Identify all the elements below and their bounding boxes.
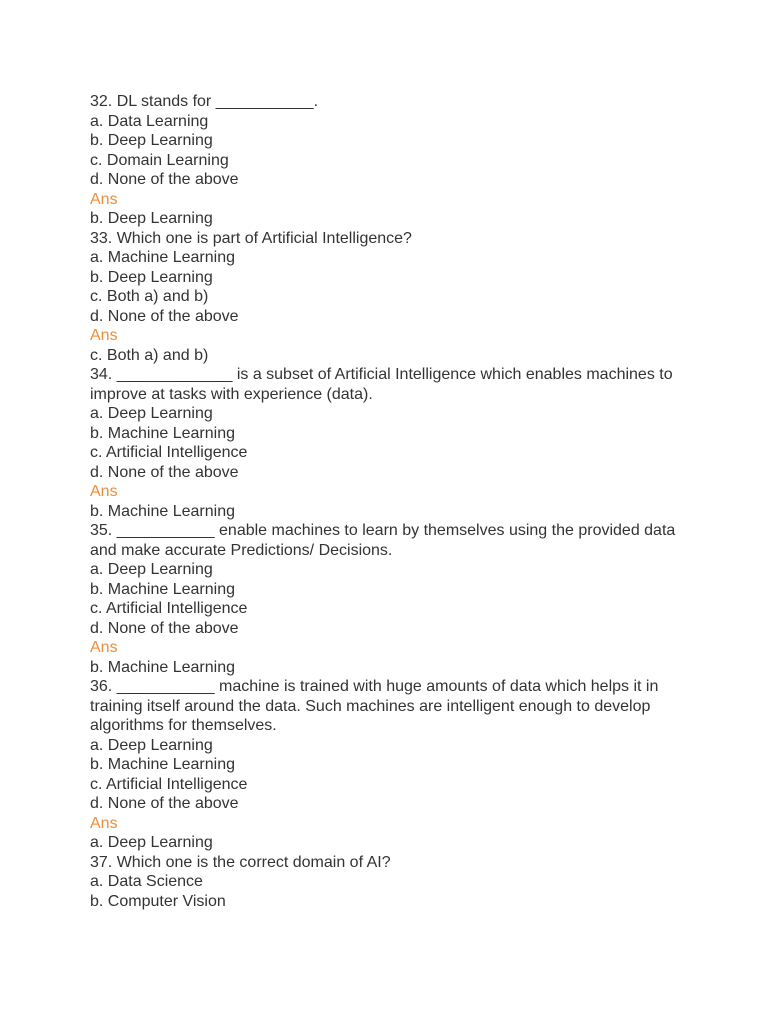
- option-a: a. Data Science: [90, 873, 203, 890]
- option-a: a. Machine Learning: [90, 249, 235, 266]
- question-34: [90, 365, 690, 521]
- option-d: d. None of the above: [90, 307, 239, 325]
- option-c: c. Domain Learning: [90, 151, 229, 169]
- option-d: d. None of the above: [90, 463, 239, 481]
- option-b: b. Deep Learning: [90, 268, 213, 286]
- question-33: [90, 229, 690, 366]
- question-text: 35. ___________ enable machines to learn by themselves using the provided data and make accurate Predictions/ Decisions.: [90, 522, 676, 559]
- question-text: 34. _____________ is a subset of Artificial Intelligence which enables machines to improve at tasks with experience (data).: [90, 366, 673, 403]
- option-c: c. Artificial Intelligence: [90, 600, 248, 617]
- answer-text: c. Both a) and b): [90, 346, 209, 364]
- option-d: d. None of the above: [90, 795, 239, 812]
- question-text: 33. Which one is part of Artificial Intelligence?: [90, 229, 412, 247]
- answer-label: Ans: [90, 327, 118, 344]
- option-c: c. Artificial Intelligence: [90, 444, 248, 461]
- question-36: [90, 677, 690, 853]
- option-b: b. Computer Vision: [90, 892, 226, 910]
- answer-text: b. Deep Learning: [90, 210, 213, 227]
- answer-text: a. Deep Learning: [90, 834, 213, 851]
- answer-label: Ans: [90, 190, 118, 208]
- option-c: c. Both a) and b): [90, 288, 209, 305]
- option-d: d. None of the above: [90, 171, 239, 188]
- document-page: [90, 92, 690, 911]
- answer-label: Ans: [90, 483, 118, 500]
- question-text: 36. ___________ machine is trained with huge amounts of data which helps it in training itself around the data. Such machines are intelligent enough to develop algorithms for themselves.: [90, 678, 659, 734]
- question-32: [90, 92, 690, 229]
- option-a: a. Data Learning: [90, 112, 209, 130]
- answer-label: Ans: [90, 814, 118, 832]
- option-b: b. Machine Learning: [90, 580, 235, 598]
- option-a: a. Deep Learning: [90, 405, 213, 422]
- option-d: d. None of the above: [90, 619, 239, 637]
- question-text: 32. DL stands for ___________.: [90, 93, 319, 110]
- answer-text: b. Machine Learning: [90, 658, 235, 676]
- option-b: b. Machine Learning: [90, 756, 235, 773]
- question-37: [90, 853, 690, 912]
- option-b: b. Machine Learning: [90, 424, 235, 442]
- option-a: a. Deep Learning: [90, 561, 213, 578]
- question-text: 37. Which one is the correct domain of AI?: [90, 853, 391, 871]
- question-35: [90, 521, 690, 677]
- option-c: c. Artificial Intelligence: [90, 775, 248, 793]
- option-b: b. Deep Learning: [90, 132, 213, 149]
- option-a: a. Deep Learning: [90, 736, 213, 754]
- answer-text: b. Machine Learning: [90, 502, 235, 520]
- answer-label: Ans: [90, 639, 118, 656]
